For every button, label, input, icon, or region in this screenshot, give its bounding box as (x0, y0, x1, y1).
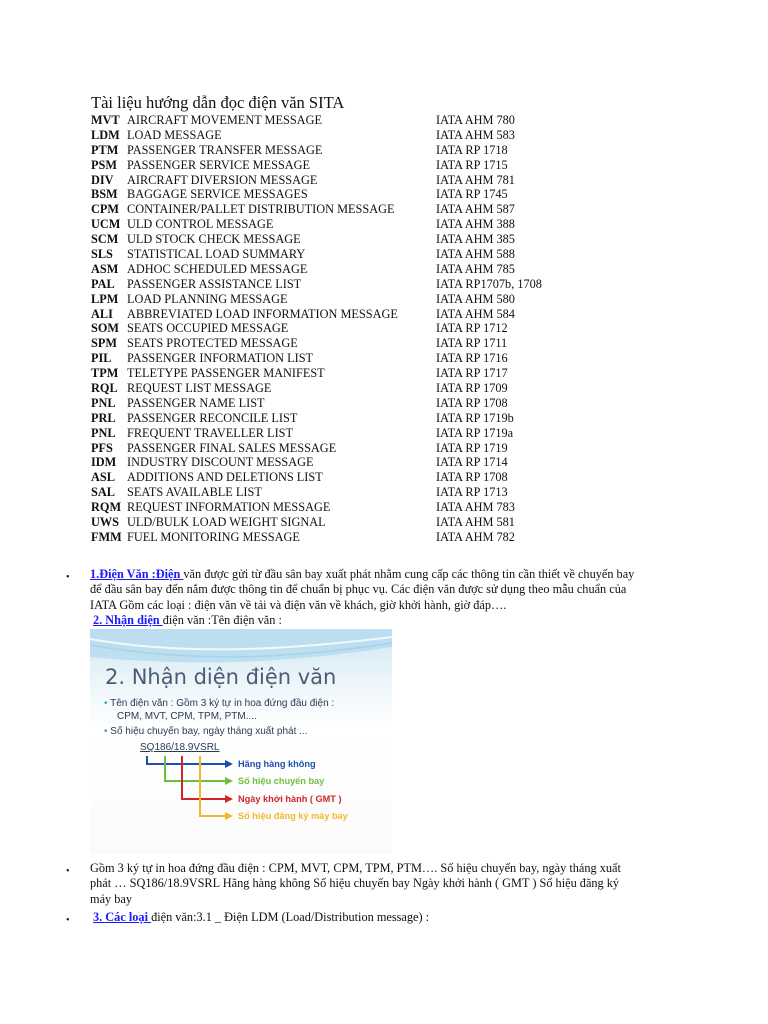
message-code: UCM (91, 217, 121, 232)
slide-bullet-1-line-2: CPM, MVT, CPM, TPM, PTM.... (117, 711, 257, 722)
message-code: PIL (91, 351, 112, 366)
message-reference: IATA RP 1719b (436, 410, 514, 425)
message-name: REQUEST LIST MESSAGE (127, 381, 272, 396)
message-code: PTM (91, 142, 119, 157)
message-code: SAL (91, 485, 115, 500)
message-reference: IATA AHM 580 (436, 291, 515, 306)
bullet-3: • (66, 915, 70, 926)
message-name: PASSENGER RECONCILE LIST (127, 410, 298, 425)
message-name: ULD/BULK LOAD WEIGHT SIGNAL (127, 515, 326, 530)
slide-bullet-1-line-1: Tên điện văn : Gồm 3 ký tự in hoa đứng đầu điện : (110, 698, 335, 709)
message-code: SCM (91, 232, 119, 247)
section-3-heading (93, 910, 429, 925)
slide-label-airline: Hãng hàng không (238, 759, 316, 769)
message-code: LDM (91, 127, 120, 142)
message-reference: IATA RP 1719 (436, 440, 508, 455)
section-2-link[interactable]: 2. Nhận diện (93, 613, 163, 627)
message-reference: IATA AHM 584 (436, 306, 515, 321)
message-code: CPM (91, 202, 119, 217)
message-name: FREQUENT TRAVELLER LIST (127, 425, 294, 440)
message-reference: IATA RP 1714 (436, 455, 508, 470)
message-code: RQL (91, 381, 118, 396)
message-code: LPM (91, 291, 119, 306)
section-1-paragraph (90, 567, 634, 613)
message-reference: IATA RP 1712 (436, 321, 508, 336)
message-reference: IATA AHM 583 (436, 127, 515, 142)
message-name: ABBREVIATED LOAD INFORMATION MESSAGE (127, 306, 398, 321)
slide-bullet-2-line-1: Số hiệu chuyến bay, ngày tháng xuất phát ... (110, 726, 308, 737)
message-code: PRL (91, 410, 116, 425)
slide-dot-icon: • (104, 698, 108, 709)
message-code: PFS (91, 440, 113, 455)
message-code: SLS (91, 247, 113, 262)
message-reference: IATA RP 1719a (436, 425, 514, 440)
page-title: Tài liệu hướng dẫn đọc điện văn SITA (91, 93, 345, 112)
message-name: PASSENGER TRANSFER MESSAGE (127, 142, 323, 157)
message-code: BSM (91, 187, 118, 202)
section-1-line-2: để đầu sân bay đến nắm được thông tin để chuẩn bị phục vụ. Các điện văn được sử dụng theo mẫu chuẩn của (90, 582, 627, 597)
message-name: LOAD PLANNING MESSAGE (127, 291, 288, 306)
slide-label-departure-date: Ngày khởi hành ( GMT ) (238, 794, 342, 804)
message-code: ASL (91, 470, 115, 485)
message-name: PASSENGER ASSISTANCE LIST (127, 276, 302, 291)
message-code: DIV (91, 172, 114, 187)
slide-title: 2. Nhận diện điện văn (105, 665, 337, 689)
bullet-2: • (66, 866, 70, 877)
message-code: PNL (91, 425, 116, 440)
bullet-1: • (66, 572, 70, 583)
message-name: SEATS PROTECTED MESSAGE (127, 336, 298, 351)
message-name: PASSENGER SERVICE MESSAGE (127, 157, 311, 172)
message-reference: IATA RP 1711 (436, 336, 508, 351)
message-reference: IATA RP 1715 (436, 157, 508, 172)
message-reference: IATA RP 1708 (436, 470, 508, 485)
message-code: UWS (91, 515, 120, 530)
message-reference: IATA AHM 388 (436, 217, 515, 232)
message-name: TELETYPE PASSENGER MANIFEST (127, 366, 325, 381)
message-name: STATISTICAL LOAD SUMMARY (127, 247, 306, 262)
message-code: PNL (91, 395, 116, 410)
message-name: CONTAINER/PALLET DISTRIBUTION MESSAGE (127, 202, 395, 217)
message-name: BAGGAGE SERVICE MESSAGES (127, 187, 308, 202)
message-reference: IATA RP 1709 (436, 381, 508, 396)
message-code: TPM (91, 366, 119, 381)
message-reference: IATA AHM 783 (436, 500, 515, 515)
message-name: INDUSTRY DISCOUNT MESSAGE (127, 455, 314, 470)
message-name: AIRCRAFT DIVERSION MESSAGE (127, 172, 318, 187)
message-reference: IATA AHM 581 (436, 515, 515, 530)
summary-paragraph (90, 861, 621, 907)
message-reference: IATA RP 1718 (436, 142, 508, 157)
section-1-line-3: IATA Gồm các loại : điện văn về tải và điện văn về khách, giờ khởi hành, giờ đáp…. (90, 597, 507, 612)
section-1-line-1: văn được gửi từ đầu sân bay xuất phát nhằm cung cấp các thông tin cần thiết về chuyến bay (183, 567, 635, 581)
message-name: ADHOC SCHEDULED MESSAGE (127, 261, 308, 276)
slide-dot-icon: • (104, 726, 108, 737)
message-name: SEATS OCCUPIED MESSAGE (127, 321, 289, 336)
message-name: ULD CONTROL MESSAGE (127, 217, 274, 232)
message-reference: IATA RP 1745 (436, 187, 508, 202)
message-reference: IATA RP 1713 (436, 485, 508, 500)
summary-line-1: Gồm 3 ký tự in hoa đứng đầu điện : CPM, MVT, CPM, TPM, PTM…. Số hiệu chuyến bay, ngày tháng xuất (90, 861, 621, 875)
message-code: FMM (91, 529, 122, 544)
message-reference: IATA RP 1708 (436, 395, 508, 410)
slide-label-flight-number: Số hiệu chuyến bay (238, 776, 325, 786)
message-name: PASSENGER NAME LIST (127, 395, 265, 410)
message-reference: IATA RP 1716 (436, 351, 508, 366)
message-reference: IATA AHM 385 (436, 232, 515, 247)
message-code: SPM (91, 336, 117, 351)
message-name: PASSENGER INFORMATION LIST (127, 351, 314, 366)
message-reference: IATA AHM 588 (436, 247, 515, 262)
message-reference: IATA AHM 780 (436, 113, 515, 127)
message-code: ALI (91, 306, 113, 321)
message-name: PASSENGER FINAL SALES MESSAGE (127, 440, 337, 455)
section-2-text: điện văn :Tên điện văn : (162, 613, 282, 627)
slide-flight-code: SQ186/18.9VSRL (140, 742, 220, 753)
message-code: IDM (91, 455, 117, 470)
message-name: REQUEST INFORMATION MESSAGE (127, 500, 331, 515)
section-1-link[interactable]: 1.Điện Văn :Điện (90, 567, 184, 581)
message-reference: IATA AHM 785 (436, 261, 515, 276)
message-code: PSM (91, 157, 117, 172)
message-name: ADDITIONS AND DELETIONS LIST (127, 470, 323, 485)
summary-line-2: phát … SQ186/18.9VSRL Hãng hàng không Số hiệu chuyến bay Ngày khởi hành ( GMT ) Số hiệu đăng ký (90, 876, 620, 891)
slide-image (90, 629, 392, 854)
message-code: MVT (91, 113, 120, 127)
message-reference: IATA AHM 781 (436, 172, 515, 187)
message-reference: IATA RP 1717 (436, 366, 508, 381)
message-code: PAL (91, 276, 115, 291)
message-name: FUEL MONITORING MESSAGE (127, 529, 300, 544)
slide-label-registration: Số hiệu đăng ký máy bay (238, 811, 348, 821)
message-name: LOAD MESSAGE (127, 127, 222, 142)
message-name: AIRCRAFT MOVEMENT MESSAGE (127, 113, 322, 127)
message-code: RQM (91, 500, 122, 515)
message-reference: IATA RP1707b, 1708 (436, 276, 542, 291)
message-code: ASM (91, 261, 119, 276)
message-name: ULD STOCK CHECK MESSAGE (127, 232, 301, 247)
message-reference: IATA AHM 587 (436, 202, 515, 217)
message-code: SOM (91, 321, 120, 336)
message-reference: IATA AHM 782 (436, 529, 515, 544)
section-2-heading (93, 613, 282, 628)
section-3-text: điện văn:3.1 _ Điện LDM (Load/Distribution message) : (151, 910, 430, 924)
summary-line-3: máy bay (90, 891, 133, 906)
section-3-link[interactable]: 3. Các loại (93, 910, 152, 924)
message-name: SEATS AVAILABLE LIST (127, 485, 262, 500)
